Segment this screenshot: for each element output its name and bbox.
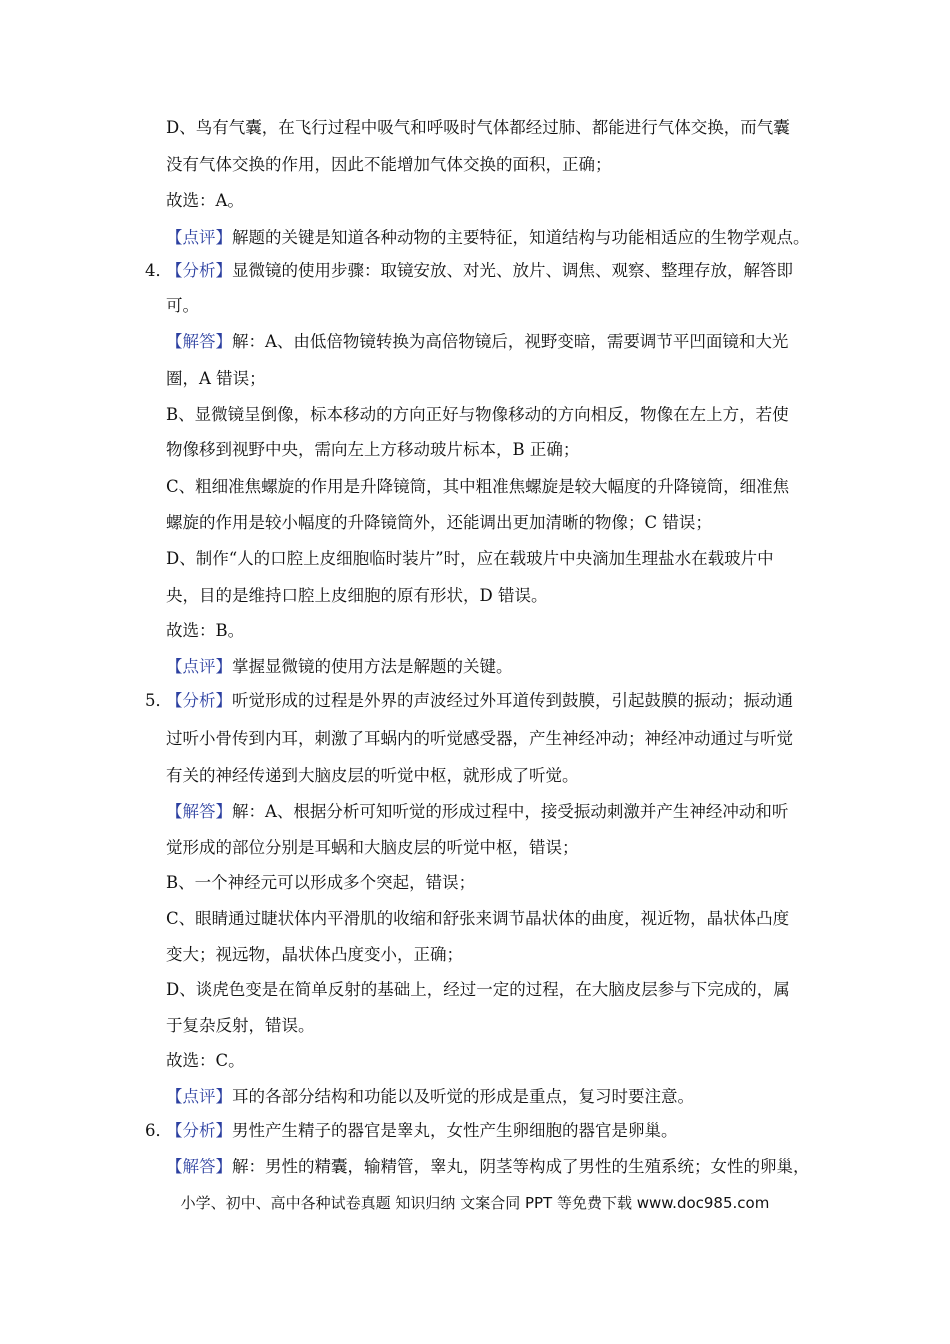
answer-tag: 【解答】 (166, 1157, 232, 1176)
q5-option-d-line1: D、谈虎色变是在简单反射的基础上，经过一定的过程，在大脑皮层参与下完成的，属 (166, 980, 790, 999)
comment-tag: 【点评】 (166, 228, 232, 247)
answer-tag: 【解答】 (166, 802, 232, 821)
q3-option-d-line1: D、鸟有气囊，在飞行过程中吸气和呼吸时气体都经过肺、都能进行气体交换，而气囊 (166, 118, 790, 137)
comment-tag: 【点评】 (166, 657, 232, 676)
answer-text: 解：A、由低倍物镜转换为高倍物镜后，视野变暗，需要调节平凹面镜和大光 (232, 332, 789, 351)
q4-option-b-line2: 物像移到视野中央，需向左上方移动玻片标本，B 正确； (166, 440, 580, 459)
answer-text: 解：A、根据分析可知听觉的形成过程中，接受振动刺激并产生神经冲动和听 (232, 802, 789, 821)
q4-option-b-line1: B、显微镜呈倒像，标本移动的方向正好与物像移动的方向相反，物像在左上方，若使 (166, 405, 789, 424)
q6-answer (166, 1156, 810, 1178)
analysis-text: 显微镜的使用步骤：取镜安放、对光、放片、调焦、观察、整理存放，解答即 (232, 261, 793, 280)
q4-analysis-line2: 可。 (166, 296, 199, 315)
page-footer: 小学、初中、高中各种试卷真题 知识归纳 文案合同 PPT 等免费下载 www.doc985.com (180, 1194, 770, 1212)
q4-option-d-line2: 央，目的是维持口腔上皮细胞的原有形状，D 错误。 (166, 586, 548, 605)
q4-option-d-line1: D、制作“人的口腔上皮细胞临时装片”时，应在载玻片中央滴加生理盐水在载玻片中 (166, 549, 774, 568)
comment-text: 耳的各部分结构和功能以及听觉的形成是重点，复习时要注意。 (232, 1087, 694, 1106)
q5-number: 5． (145, 691, 172, 710)
q6-number: 6． (145, 1121, 172, 1140)
q4-option-c-line2: 螺旋的作用是较小幅度的升降镜筒外，还能调出更加清晰的物像；C 错误； (166, 513, 712, 532)
q4-comment (166, 656, 513, 678)
answer-tag: 【解答】 (166, 332, 232, 351)
q5-analysis (166, 690, 793, 712)
q4-number: 4． (145, 261, 172, 280)
analysis-tag: 【分析】 (166, 691, 232, 710)
q3-option-d-line2: 没有气体交换的作用，因此不能增加气体交换的面积，正确； (166, 155, 612, 174)
q4-option-c-line1: C、粗细准焦螺旋的作用是升降镜筒，其中粗准焦螺旋是较大幅度的升降镜筒，细准焦 (166, 477, 790, 496)
q4-answer (166, 331, 788, 353)
q5-option-b-line1: B、一个神经元可以形成多个突起，错误； (166, 873, 476, 892)
comment-text: 掌握显微镜的使用方法是解题的关键。 (232, 657, 513, 676)
q3-comment (166, 227, 810, 249)
analysis-tag: 【分析】 (166, 261, 232, 280)
q5-answer (166, 801, 788, 823)
q5-answer-line2: 觉形成的部位分别是耳蜗和大脑皮层的听觉中枢，错误； (166, 838, 579, 857)
comment-tag: 【点评】 (166, 1087, 232, 1106)
q5-comment (166, 1086, 694, 1108)
q4-analysis (166, 260, 793, 282)
q5-option-d-line2: 于复杂反射，错误。 (166, 1016, 315, 1035)
analysis-text: 男性产生精子的器官是睾丸，女性产生卵细胞的器官是卵巢。 (232, 1121, 678, 1140)
q3-choice: 故选：A。 (166, 191, 244, 210)
comment-text: 解题的关键是知道各种动物的主要特征，知道结构与功能相适应的生物学观点。 (232, 228, 810, 247)
q5-option-c-line1: C、眼睛通过睫状体内平滑肌的收缩和舒张来调节晶状体的曲度，视近物，晶状体凸度 (166, 909, 790, 928)
analysis-tag: 【分析】 (166, 1121, 232, 1140)
analysis-text: 听觉形成的过程是外界的声波经过外耳道传到鼓膜，引起鼓膜的振动；振动通 (232, 691, 793, 710)
q6-analysis (166, 1120, 678, 1142)
q4-choice: 故选：B。 (166, 621, 245, 640)
q5-choice: 故选：C。 (166, 1051, 245, 1070)
answer-text: 解：男性的精囊，输精管，睾丸，阴茎等构成了男性的生殖系统；女性的卵巢， (232, 1157, 810, 1176)
q4-answer-line2: 圈，A 错误； (166, 369, 266, 388)
q5-analysis-line3: 有关的神经传递到大脑皮层的听觉中枢，就形成了听觉。 (166, 766, 579, 785)
q5-option-c-line2: 变大；视远物，晶状体凸度变小，正确； (166, 945, 463, 964)
q5-analysis-line2: 过听小骨传到内耳，刺激了耳蜗内的听觉感受器，产生神经冲动；神经冲动通过与听觉 (166, 729, 793, 748)
